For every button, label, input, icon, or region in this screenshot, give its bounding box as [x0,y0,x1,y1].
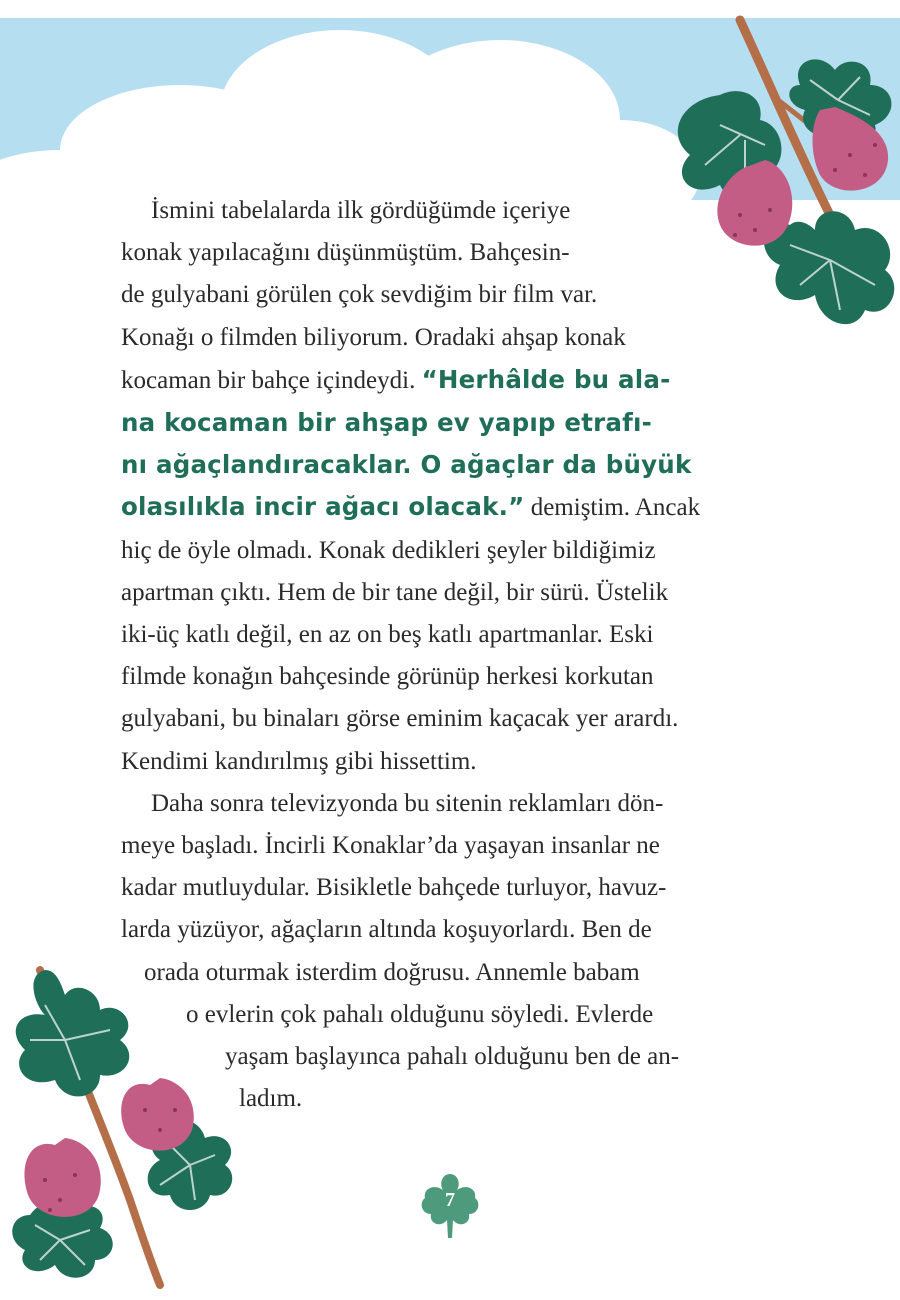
text-line: de gulyabani görülen çok sevdiğim bir film var. [121,281,598,309]
text-line: Kendimi kandırılmış gibi hissettim. [121,747,477,775]
text-line: ladım. [239,1085,303,1113]
text-line: filmde konağın bahçesinde görünüp herkesi korkutan [121,663,654,691]
text-line: orada oturmak isterdim doğrusu. Annemle babam [144,958,640,986]
text-line: kadar mutluydular. Bisikletle bahçede turluyor, havuz- [121,874,667,902]
text-line: gulyabani, bu binaları görse eminim kaçacak yer arardı. [121,705,679,733]
text-fragment: demiştim. Ancak [524,494,701,522]
text-line: hiç de öyle olmadı. Konak dedikleri şeyler bildiğimiz [121,536,656,564]
paragraph-2 [121,783,781,1121]
quote-text: nı ağaçlandıracaklar. O ağaçlar da büyük [121,450,692,480]
text-line: o evlerin çok pahalı olduğunu söyledi. Evlerde [186,1000,654,1028]
quote-text: olasılıkla incir ağacı olacak.” [121,492,525,522]
text-line: konak yapılacağını düşünmüştüm. Bahçesin- [121,239,570,267]
paragraph-1 [121,190,781,783]
text-line: İsmini tabelalarda ilk gördüğümde içeriye [151,197,571,224]
quote-text: “Herhâlde bu ala- [421,364,671,394]
page-number: 7 [445,1189,455,1211]
text-line: iki-üç katlı değil, en az on beş katlı apartmanlar. Eski [121,621,654,649]
story-text [121,190,781,1120]
text-fragment: kocaman bir bahçe içindeydi. [121,366,422,394]
quote-text: na kocaman bir ahşap ev yapıp etrafı- [121,408,652,438]
page-number-badge [417,1170,483,1242]
text-line: yaşam başlayınca pahalı olduğunu ben de an- [225,1043,680,1071]
text-line [121,486,781,529]
text-line: Konağı o filmden biliyorum. Oradaki ahşap konak [121,323,626,351]
text-line: larda yüzüyor, ağaçların altında koşuyorlardı. Ben de [121,916,652,944]
text-line: meye başladı. İncirli Konaklar’da yaşayan insanlar ne [121,832,660,860]
text-line [121,359,781,402]
text-line: apartman çıktı. Hem de bir tane değil, bir sürü. Üstelik [121,578,669,606]
text-line: Daha sonra televizyonda bu sitenin reklamları dön- [151,789,664,817]
